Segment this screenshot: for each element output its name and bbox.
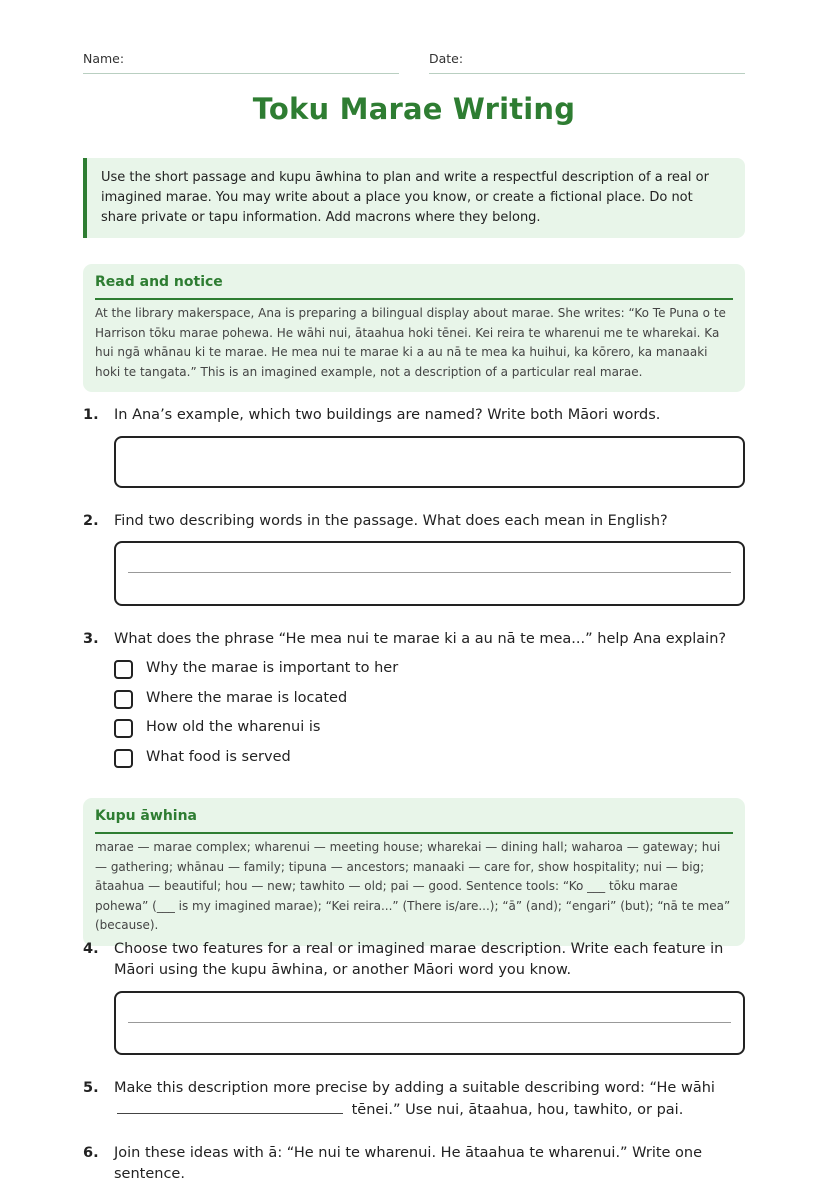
answer-box-4[interactable] xyxy=(114,991,745,1055)
q3-options xyxy=(114,659,714,777)
answer-box-2[interactable] xyxy=(114,541,745,606)
question-3 xyxy=(83,629,745,650)
question-number: 3. xyxy=(83,631,99,647)
question-6 xyxy=(83,1143,745,1185)
option-label: Why the marae is important to her xyxy=(146,660,399,676)
vocab-panel-text: marae — marae complex; wharenui — meeting house; wharekai — dining hall; waharoa — gateway; hui — gathering; whānau — family; tipuna — ancestors; manaaki — care for, show hospitality; nui — big; ātaahua — beautiful; hou — new; tawhito — old; pai — good. Sentence tools: “Ko ___ tōku marae pohewa” (___ is my imagined marae); “Kei reira...” (There is/are...); “ā” (and); “engari” (but); “nā te mea” (because). xyxy=(95,840,731,932)
question-text-before: Make this description more precise by adding a suitable describing word: “He wāhi xyxy=(114,1080,715,1096)
answer-line xyxy=(128,1022,731,1023)
read-panel-passage: At the library makerspace, Ana is preparing a bilingual display about marae. She writes: “Ko Te Puna o te Harrison tōku marae pohewa. He wāhi nui, ātaahua hoki tēnei. Kei reira te wharenui me te wharekai. Ka hui ngā whānau ki te marae. He mea nui te marae ki a au nā te mea ka huihui, ka kōrero, ka manaaki hoki te tangata.” This is an imagined example, not a description of a particular real marae. xyxy=(95,306,726,379)
question-number: 5. xyxy=(83,1080,99,1096)
read-panel-heading: Read and notice xyxy=(95,274,733,300)
option-label: Where the marae is located xyxy=(146,689,348,706)
checkbox[interactable] xyxy=(114,719,133,738)
checkbox[interactable] xyxy=(114,690,133,709)
vocab-panel-heading: Kupu āwhina xyxy=(95,808,733,834)
name-label: Name: xyxy=(83,51,125,66)
option-item[interactable] xyxy=(114,689,714,719)
option-label: How old the wharenui is xyxy=(146,719,321,735)
fill-in-blank[interactable] xyxy=(117,1099,343,1114)
checkbox[interactable] xyxy=(114,749,133,768)
header-fields xyxy=(83,51,745,75)
question-text: In Ana’s example, which two buildings are named? Write both Māori words. xyxy=(114,407,661,423)
question-text: Choose two features for a real or imagined marae description. Write each feature in Māori using the kupu āwhina, or another Māori word you know. xyxy=(114,941,724,978)
kupu-awhina-panel xyxy=(83,798,745,946)
question-number: 2. xyxy=(83,513,99,529)
instructions-box: Use the short passage and kupu āwhina to plan and write a respectful description of a real or imagined marae. You may write about a place you know, or create a fictional place. Do not share private or tapu information. Add macrons where they belong. xyxy=(83,158,745,238)
question-text: Find two describing words in the passage. What does each mean in English? xyxy=(114,513,668,529)
question-number: 4. xyxy=(83,941,99,957)
question-number: 1. xyxy=(83,407,99,423)
question-2 xyxy=(83,511,745,532)
question-text-after: tēnei.” Use nui, ātaahua, hou, tawhito, or pai. xyxy=(351,1102,684,1118)
option-label: What food is served xyxy=(146,748,291,765)
question-text xyxy=(114,1078,745,1121)
answer-line xyxy=(128,572,731,573)
question-4 xyxy=(83,939,745,981)
date-label: Date: xyxy=(429,51,464,66)
question-text: What does the phrase “He mea nui te marae ki a au nā te mea...” help Ana explain? xyxy=(114,631,727,647)
page-title: Toku Marae Writing xyxy=(252,92,576,126)
date-field[interactable] xyxy=(429,51,745,74)
question-1 xyxy=(83,405,745,426)
question-5 xyxy=(83,1078,745,1121)
option-item[interactable] xyxy=(114,718,714,748)
name-field[interactable] xyxy=(83,51,399,74)
read-and-notice-panel xyxy=(83,264,745,392)
option-item[interactable] xyxy=(114,659,714,689)
question-number: 6. xyxy=(83,1145,99,1161)
checkbox[interactable] xyxy=(114,660,133,679)
answer-box-1[interactable] xyxy=(114,436,745,488)
question-text: Join these ideas with ā: “He nui te wharenui. He ātaahua te wharenui.” Write one sentence. xyxy=(114,1145,703,1182)
option-item[interactable] xyxy=(114,748,714,778)
